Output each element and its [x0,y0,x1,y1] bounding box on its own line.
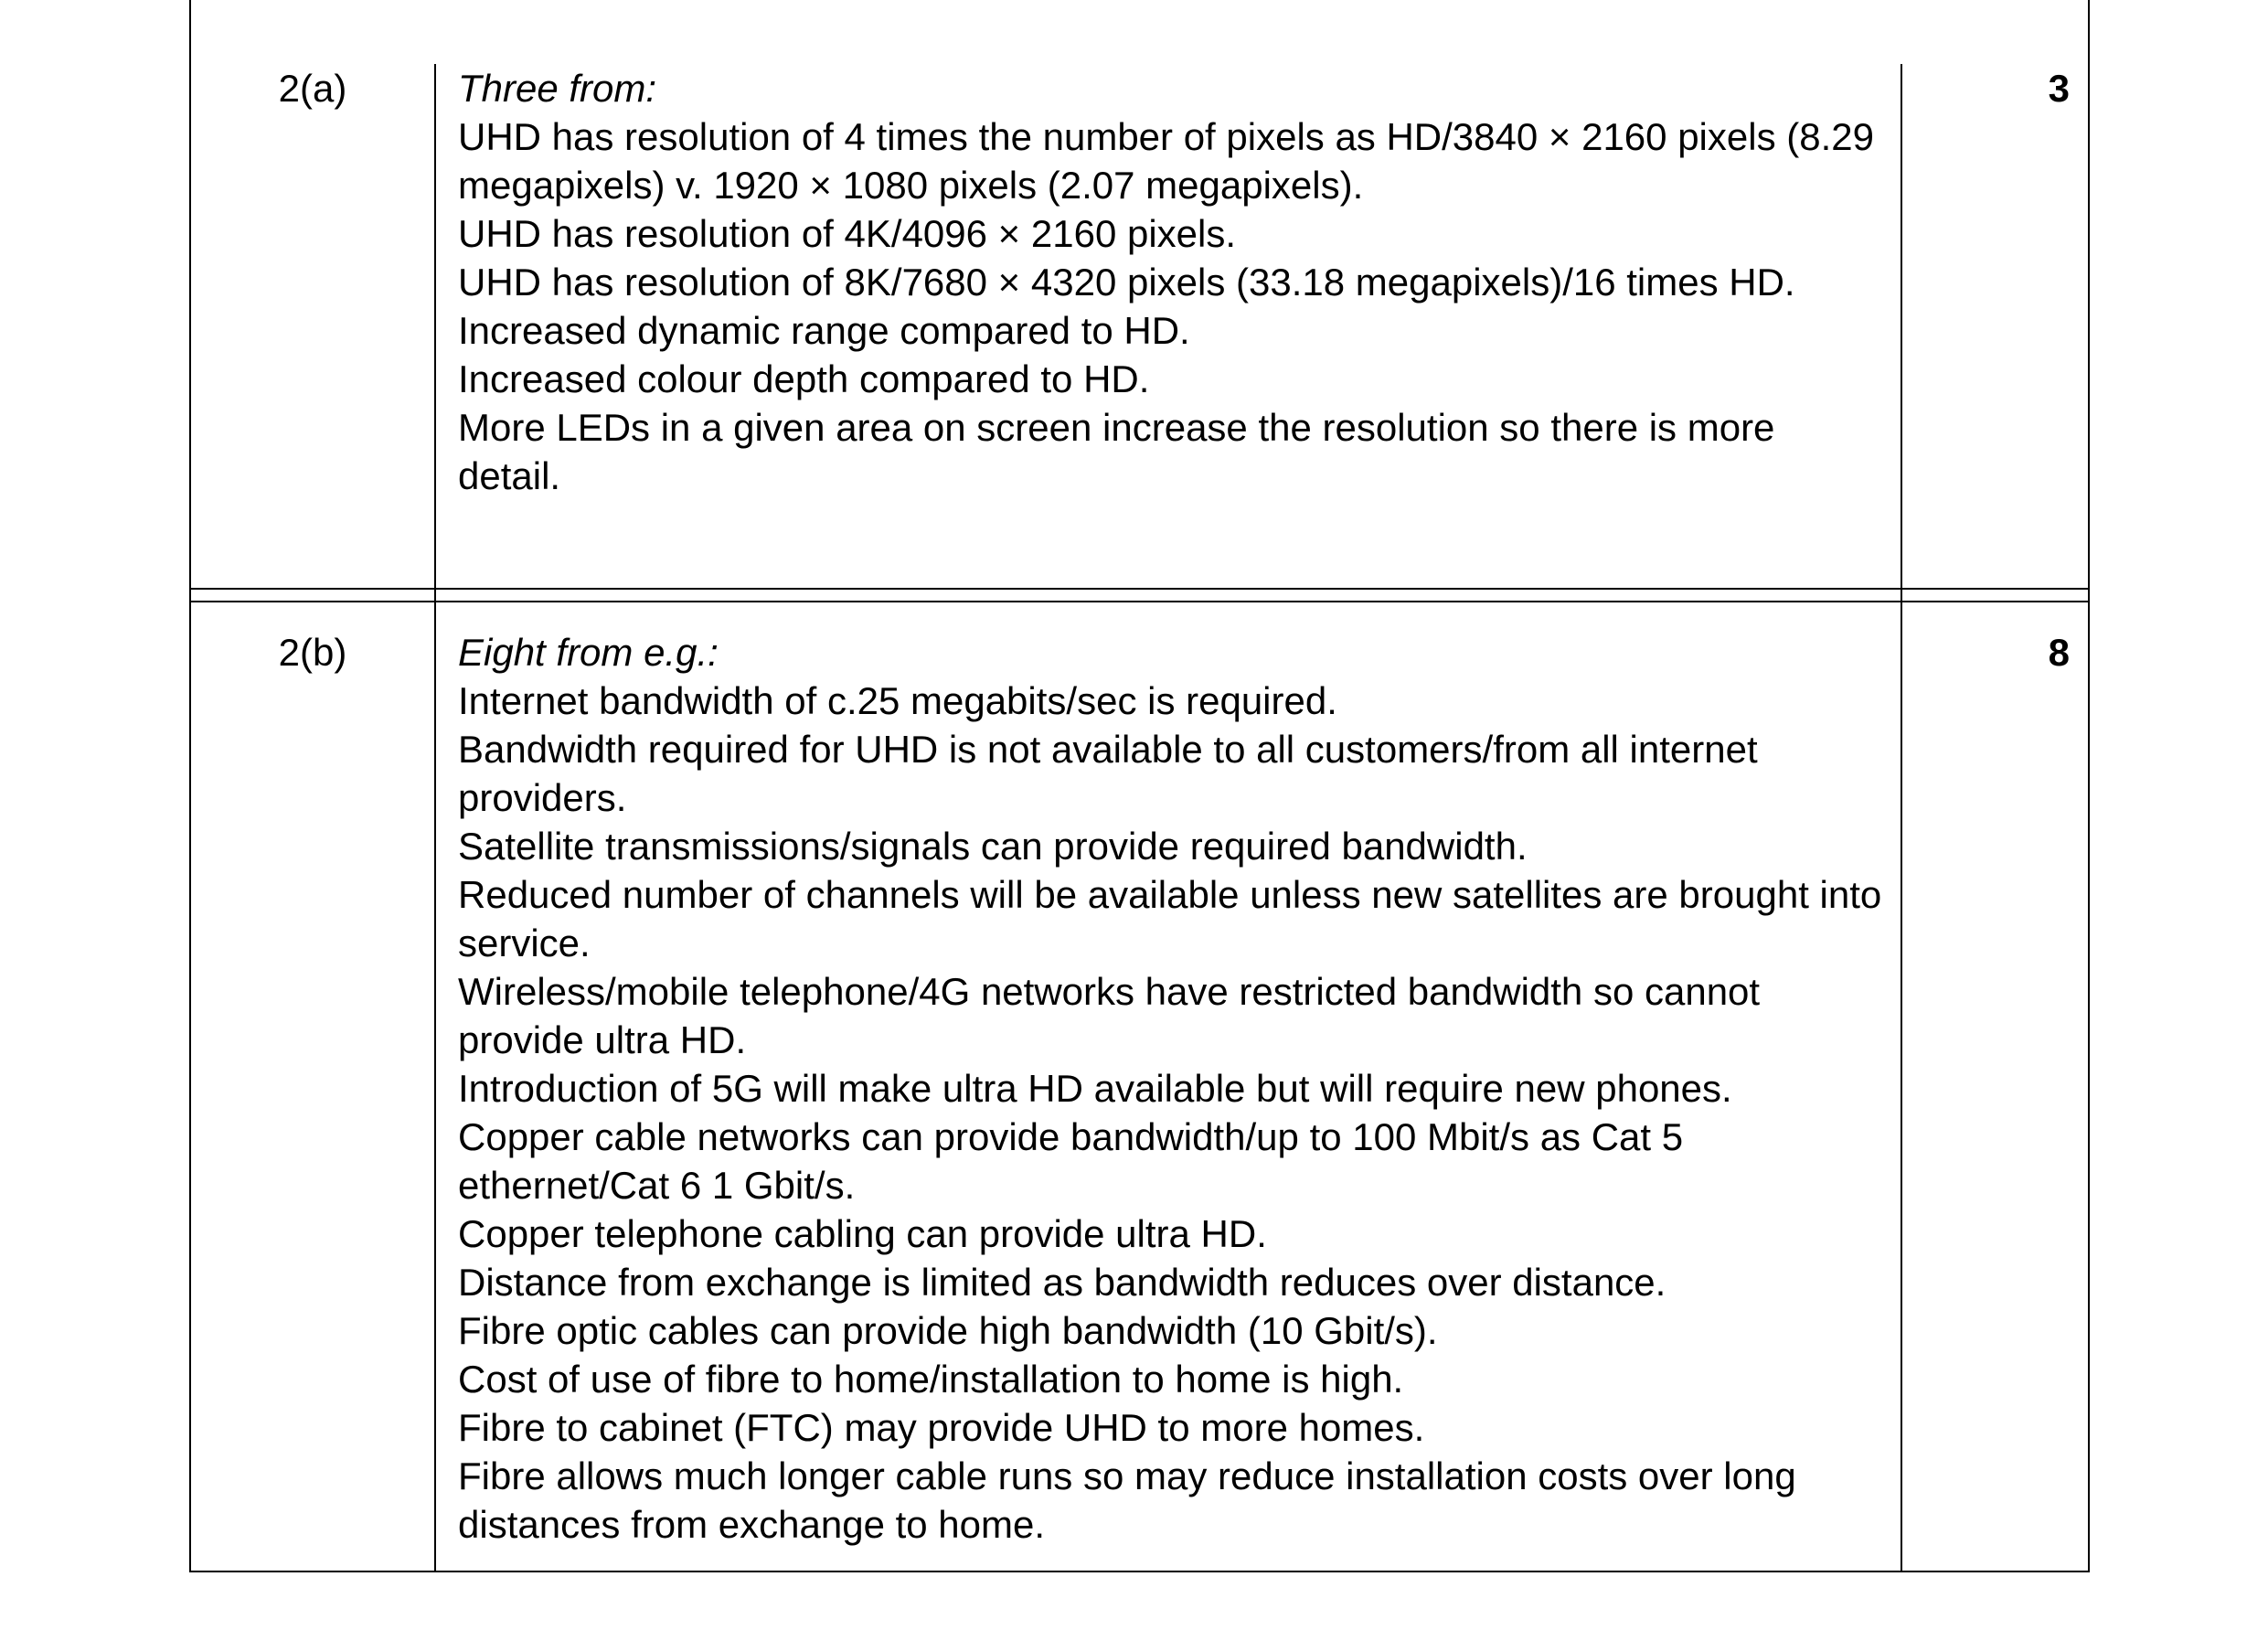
marks-cell [1902,602,2088,1571]
answer-point: UHD has resolution of 4 times the number of pixels as HD/3840 × 2160 pixels (8.29 megapixels) v. 1920 × 1080 pixels (2.07 megapixels). [458,115,1874,207]
answer-point: Increased dynamic range compared to HD. [458,309,1190,352]
answer-point: Fibre to cabinet (FTC) may provide UHD to more homes. [458,1406,1425,1449]
answer-point: Copper telephone cabling can provide ultra HD. [458,1212,1267,1255]
answer-point: Wireless/mobile telephone/4G networks have restricted bandwidth so cannot provide ultra HD. [458,970,1761,1061]
marks-value: 3 [2048,67,2070,110]
answer-point: More LEDs in a given area on screen increase the resolution so there is more detail. [458,406,1775,497]
answer-point: UHD has resolution of 8K/7680 × 4320 pixels (33.18 megapixels)/16 times HD. [458,261,1795,304]
answer-intro: Three from: [458,67,657,110]
answer-points-list [458,112,1882,500]
answer-point: Introduction of 5G will make ultra HD available but will require new phones. [458,1067,1732,1110]
answer-cell [436,602,1902,1571]
answer-point: Internet bandwidth of c.25 megabits/sec is required. [458,679,1337,722]
answer-point: Cost of use of fibre to home/installation to home is high. [458,1358,1404,1401]
answer-point: Reduced number of channels will be available unless new satellites are brought into service. [458,873,1882,964]
answer-cell [436,64,1902,588]
answer-points-list [458,677,1882,1549]
answer-point: Copper cable networks can provide bandwidth/up to 100 Mbit/s as Cat 5 ethernet/Cat 6 1 Gbit/s. [458,1115,1684,1207]
question-number: 2(a) [278,67,347,110]
question-number-cell [191,602,436,1571]
answer-point: UHD has resolution of 4K/4096 × 2160 pixels. [458,212,1237,255]
answer-point: Fibre optic cables can provide high bandwidth (10 Gbit/s). [458,1309,1438,1352]
answer-point: Satellite transmissions/signals can provide required bandwidth. [458,825,1528,868]
mark-scheme-table [189,0,2090,1572]
separator-question-col [191,590,436,601]
question-number-cell [191,64,436,588]
answer-point: Increased colour depth compared to HD. [458,357,1150,400]
answer-point: Bandwidth required for UHD is not available to all customers/from all internet providers. [458,728,1758,819]
answer-point: Distance from exchange is limited as bandwidth reduces over distance. [458,1261,1666,1304]
mark-scheme-row-2b [189,601,2090,1572]
question-number: 2(b) [278,631,347,674]
separator-marks-col [1902,590,2088,601]
marks-value: 8 [2048,631,2070,674]
mark-scheme-row-2a [189,0,2090,588]
separator-answer-col [436,590,1902,601]
row-separator [189,588,2090,601]
answer-point: Fibre allows much longer cable runs so may reduce installation costs over long distances from exchange to home. [458,1454,1796,1546]
answer-intro: Eight from e.g.: [458,631,719,674]
marks-cell [1902,64,2088,588]
